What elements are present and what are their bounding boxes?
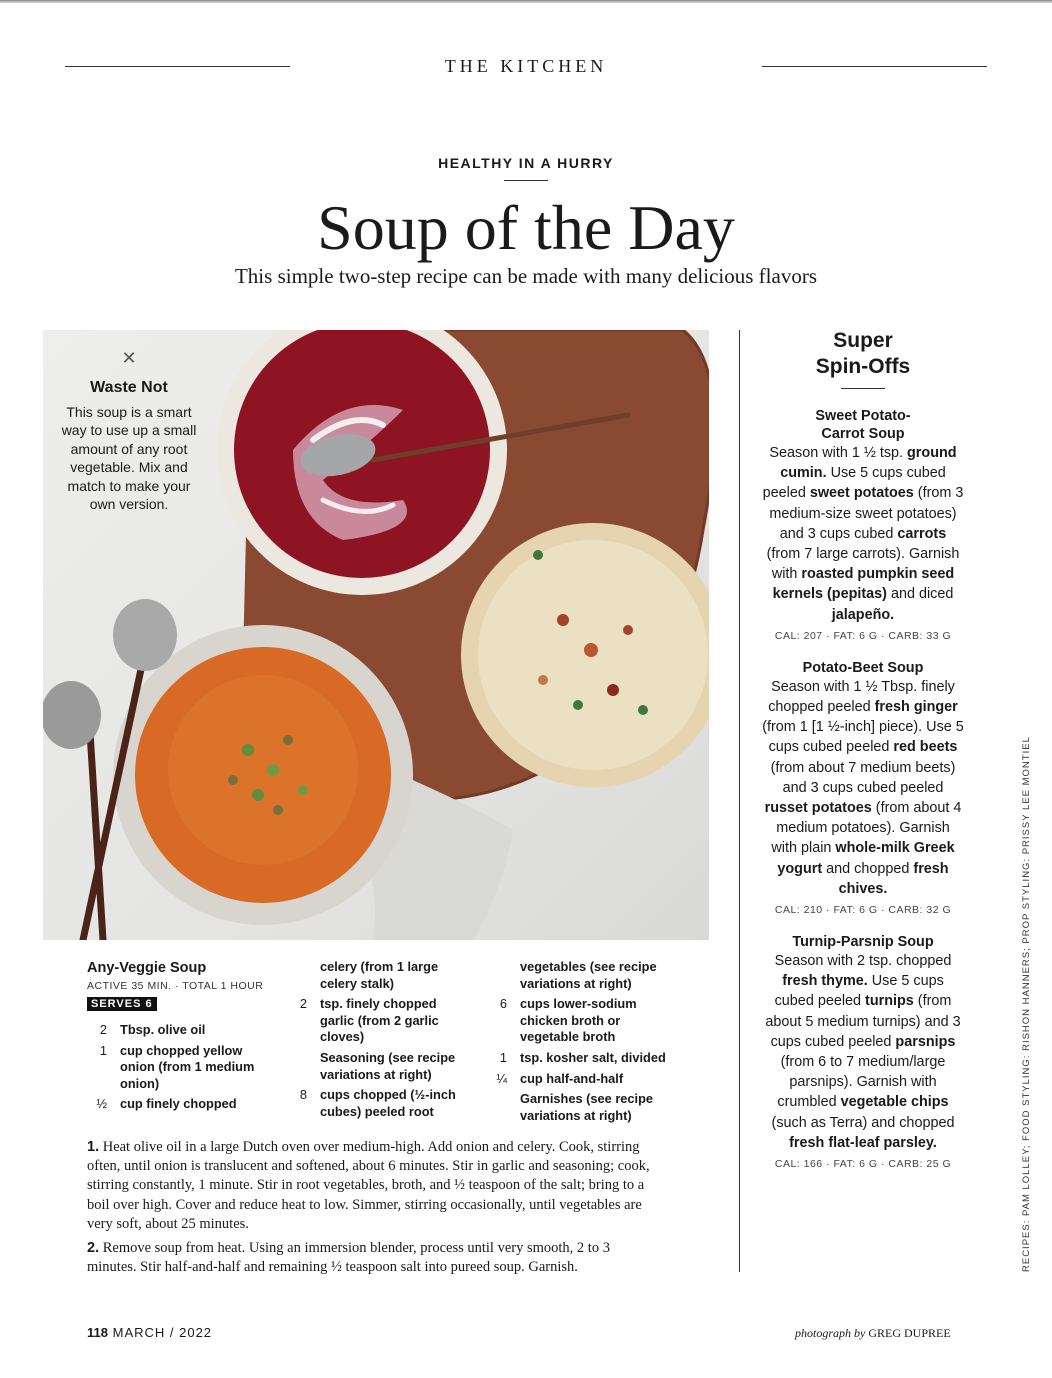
top-edge bbox=[0, 0, 1052, 3]
recipe-time: ACTIVE 35 MIN. · TOTAL 1 HOUR bbox=[87, 980, 264, 992]
squash-soup-bowl bbox=[113, 625, 413, 925]
step-1: 1. Heat olive oil in a large Dutch oven over medium-high. Add onion and celery. Cook, stirring often, until onion is translucent and softened, about 6 minutes. Stir in garlic and seasoning; cook, stirring constantly, 1 minute. Stir in root vegetables, broth, and ½ teaspoon of the salt; bring to a boil over high. Cover and reduce heat to low. Simmer, stirring occasionally, until vegetables are very soft, about 25 minutes. bbox=[87, 1139, 650, 1232]
spin-offs-title: Super Spin-Offs bbox=[815, 329, 911, 378]
spin-offs-rule bbox=[841, 388, 885, 389]
ingredient-row-cont: celery (from 1 large celery stalk) bbox=[320, 959, 439, 991]
dek: This simple two-step recipe can be made with many delicious flavors bbox=[234, 264, 817, 288]
ingredient-row: 2 Tbsp. olive oil bbox=[99, 1022, 206, 1037]
ingredient-row: Seasoning (see recipe variations at right) bbox=[320, 1049, 456, 1082]
ingredient-row: 1 tsp. kosher salt, divided bbox=[499, 1049, 666, 1065]
ingredient-row: 1 cup chopped yellow onion (from 1 medium onion) bbox=[99, 1042, 255, 1091]
spin-off-nutrition: CAL: 210 · FAT: 6 G · CARB: 32 G bbox=[774, 904, 952, 917]
page-title: Soup of the Day bbox=[317, 192, 735, 263]
spin-offs-list bbox=[762, 407, 964, 1171]
ingredient-row: ½ cup finely chopped bbox=[96, 1096, 237, 1112]
ingredient-row: 2 tsp. finely chopped garlic (from 2 garlic cloves) bbox=[299, 996, 439, 1045]
spin-off-item bbox=[762, 933, 964, 1171]
spin-off-text: Season with 1 ½ Tbsp. finely chopped peeled fresh ginger (from 1 [1 ½-inch] piece). Use 5 cups cubed peeled red beets (from about 7 medium beets) and 3 cups cubed peeled russet potatoes (from about 4 medium potatoes). Garnish with plain whole-milk Greek yogurt and chopped fresh chives. bbox=[762, 678, 964, 897]
photo-credit: photograph by GREG DUPREE bbox=[795, 1326, 951, 1340]
spin-off-text: Season with 2 tsp. chopped fresh thyme. Use 5 cups cubed peeled turnips (from about 5 medium turnips) and 3 cups cubed peeled parsnips (from 6 to 7 medium/large parsnips). Garnish with crumbled vegetable chips (such as Terra) and chopped fresh flat-leaf parsley. bbox=[765, 953, 961, 1151]
ingredient-row: Garnishes (see recipe variations at right) bbox=[520, 1091, 654, 1123]
folio: 118 MARCH / 2022 bbox=[87, 1325, 213, 1340]
cross-icon: ✕ bbox=[121, 348, 137, 368]
column-divider bbox=[739, 330, 740, 1272]
waste-not-box bbox=[58, 348, 200, 513]
waste-not-text: This soup is a smart way to use up a small amount of any root vegetable. Mix and match to make your own version. bbox=[61, 404, 197, 513]
ingredients-col-3 bbox=[487, 959, 672, 1128]
step-2: 2. Remove soup from heat. Using an immersion blender, process until very smooth, 2 to 3 minutes. Stir half-and-half and remaining ½ teaspoon salt into pureed soup. Garnish. bbox=[87, 1240, 610, 1276]
spin-off-name: Turnip-Parsnip Soup bbox=[792, 934, 934, 951]
serves-badge: SERVES 6 bbox=[87, 997, 157, 1011]
spin-off-text: Season with 1 ½ tsp. ground cumin. Use 5 cups cubed peeled sweet potatoes (from 3 medium-size sweet potatoes) and 3 cups cubed carrots (from 7 large carrots). Garnish with roasted pumpkin seed kernels (pepitas) and diced jalapeño. bbox=[762, 445, 964, 623]
recipe-title: Any-Veggie Soup bbox=[87, 960, 207, 976]
spin-off-name: Potato-Beet Soup bbox=[802, 659, 924, 676]
spin-off-item bbox=[762, 407, 964, 643]
section-label: THE KITCHEN bbox=[444, 56, 608, 76]
ingredient-row: 6 cups lower-sodium chicken broth or vegetable broth bbox=[499, 996, 637, 1045]
ingredient-row: 8 cups chopped (½-inch cubes) peeled root bbox=[299, 1087, 456, 1119]
spin-off-nutrition: CAL: 207 · FAT: 6 G · CARB: 33 G bbox=[774, 629, 952, 642]
ingredient-row-cont: vegetables (see recipe variations at right) bbox=[520, 959, 657, 991]
spin-off-item bbox=[762, 659, 964, 917]
kicker-rule bbox=[504, 180, 548, 181]
spin-offs-sidebar bbox=[762, 328, 964, 1187]
spin-off-name: Sweet Potato- Carrot Soup bbox=[815, 408, 911, 442]
ingredients-col-2 bbox=[287, 959, 472, 1124]
kicker: HEALTHY IN A HURRY bbox=[438, 155, 614, 171]
ingredients-col-1 bbox=[87, 1022, 272, 1117]
ingredient-row: ¼ cup half-and-half bbox=[496, 1070, 624, 1086]
waste-not-title: Waste Not bbox=[90, 379, 168, 396]
spin-off-nutrition: CAL: 166 · FAT: 6 G · CARB: 25 G bbox=[774, 1158, 952, 1171]
side-credit: RECIPES: PAM LOLLEY; FOOD STYLING: RISHON HANNERS; PROP STYLING: PRISSY LEE MONTIEL bbox=[1021, 736, 1032, 1272]
